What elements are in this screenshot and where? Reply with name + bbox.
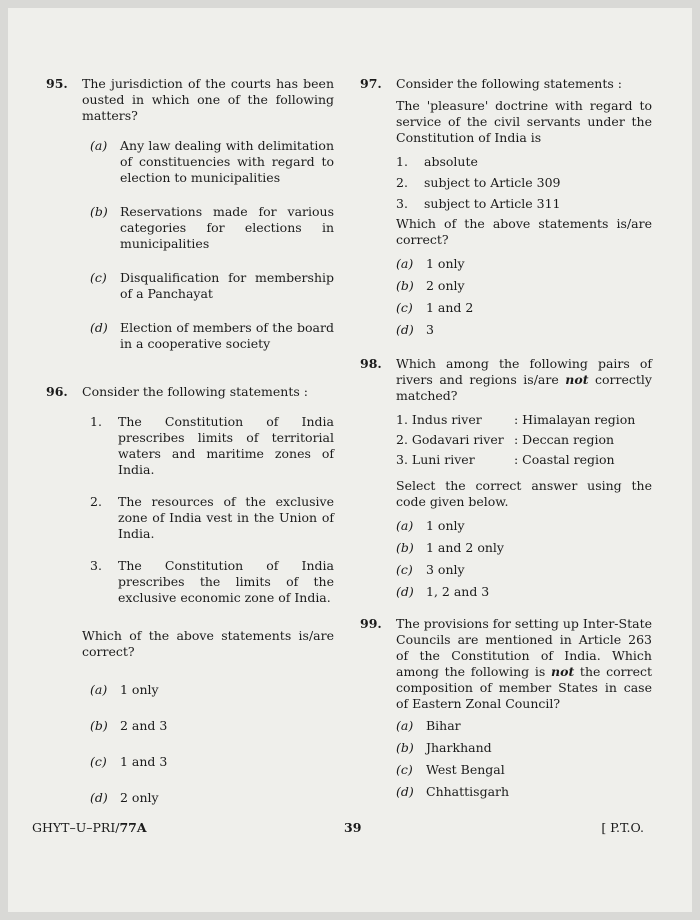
question-95 bbox=[46, 76, 334, 124]
question-text: Which among the following pairs of rivers and regions is/are not correctly matched? bbox=[396, 356, 652, 403]
option-a: (a) 1 only bbox=[90, 682, 159, 697]
question-text: The jurisdiction of the courts has been ousted in which one of the following matters? bbox=[82, 76, 334, 123]
option-b: (b) Jharkhand bbox=[396, 740, 492, 755]
pair-row: 3. Luni river : Coastal region bbox=[396, 452, 615, 467]
question-text: Consider the following statements : bbox=[82, 384, 308, 399]
option-c: (c) Disqualification for membership of a Panchayat bbox=[90, 270, 334, 301]
option-d: (d) Chhattisgarh bbox=[396, 784, 510, 799]
question-prompt: Select the correct answer using the code given below. bbox=[396, 478, 652, 509]
option-a: (a) 1 only bbox=[396, 518, 465, 533]
option-b: (b) 2 and 3 bbox=[90, 718, 168, 733]
question-99 bbox=[360, 616, 652, 712]
option-c: (c) 1 and 2 bbox=[396, 300, 474, 315]
booklet-code: GHYT–U–PRI/77A bbox=[32, 820, 147, 835]
question-number: 99. bbox=[360, 616, 382, 631]
option-c: (c) 1 and 3 bbox=[90, 754, 168, 769]
question-number: 96. bbox=[46, 384, 68, 399]
option-b: (b) Reservations made for various categories for elections in municipalities bbox=[90, 204, 334, 251]
right-column bbox=[360, 76, 652, 800]
question-intro: The 'pleasure' doctrine with regard to service of the civil servants under the Constitution of India is bbox=[396, 98, 652, 145]
statement-2: 2. subject to Article 309 bbox=[396, 175, 561, 190]
option-a: (a) Any law dealing with delimitation of constituencies with regard to election to municipalities bbox=[90, 138, 334, 185]
statement-1: 1. The Constitution of India prescribes limits of territorial waters and maritime zones of India. bbox=[90, 414, 334, 477]
question-97 bbox=[360, 76, 652, 92]
option-d: (d) 3 bbox=[396, 322, 434, 337]
option-d: (d) 2 only bbox=[90, 790, 159, 805]
statement-1: 1. absolute bbox=[396, 154, 478, 169]
option-c: (c) 3 only bbox=[396, 562, 465, 577]
left-column bbox=[46, 76, 334, 806]
exam-page bbox=[8, 8, 692, 912]
question-prompt: Which of the above statements is/are correct? bbox=[396, 216, 652, 247]
question-98 bbox=[360, 356, 652, 404]
pair-row: 1. Indus river : Himalayan region bbox=[396, 412, 636, 427]
option-a: (a) 1 only bbox=[396, 256, 465, 271]
question-96 bbox=[46, 384, 334, 400]
question-number: 97. bbox=[360, 76, 382, 91]
question-number: 95. bbox=[46, 76, 68, 91]
question-prompt: Which of the above statements is/are correct? bbox=[82, 628, 334, 659]
statement-3: 3. subject to Article 311 bbox=[396, 196, 561, 211]
option-b: (b) 1 and 2 only bbox=[396, 540, 504, 555]
option-a: (a) Bihar bbox=[396, 718, 461, 733]
option-d: (d) Election of members of the board in a cooperative society bbox=[90, 320, 334, 351]
option-d: (d) 1, 2 and 3 bbox=[396, 584, 490, 599]
statement-3: 3. The Constitution of India prescribes the limits of the exclusive economic zone of India. bbox=[90, 558, 334, 605]
option-c: (c) West Bengal bbox=[396, 762, 505, 777]
page-number: 39 bbox=[344, 820, 362, 835]
question-number: 98. bbox=[360, 356, 382, 371]
option-b: (b) 2 only bbox=[396, 278, 465, 293]
pair-row: 2. Godavari river : Deccan region bbox=[396, 432, 615, 447]
pto-label: [ P.T.O. bbox=[601, 820, 644, 835]
question-text: The provisions for setting up Inter-State Councils are mentioned in Article 263 of the Constitution of India. Which among the following is not the correct composition of member States in case of Eastern Zonal Council? bbox=[396, 616, 652, 711]
statement-2: 2. The resources of the exclusive zone of India vest in the Union of India. bbox=[90, 494, 334, 541]
question-text: Consider the following statements : bbox=[396, 76, 622, 91]
river-region-pairs bbox=[360, 412, 652, 468]
